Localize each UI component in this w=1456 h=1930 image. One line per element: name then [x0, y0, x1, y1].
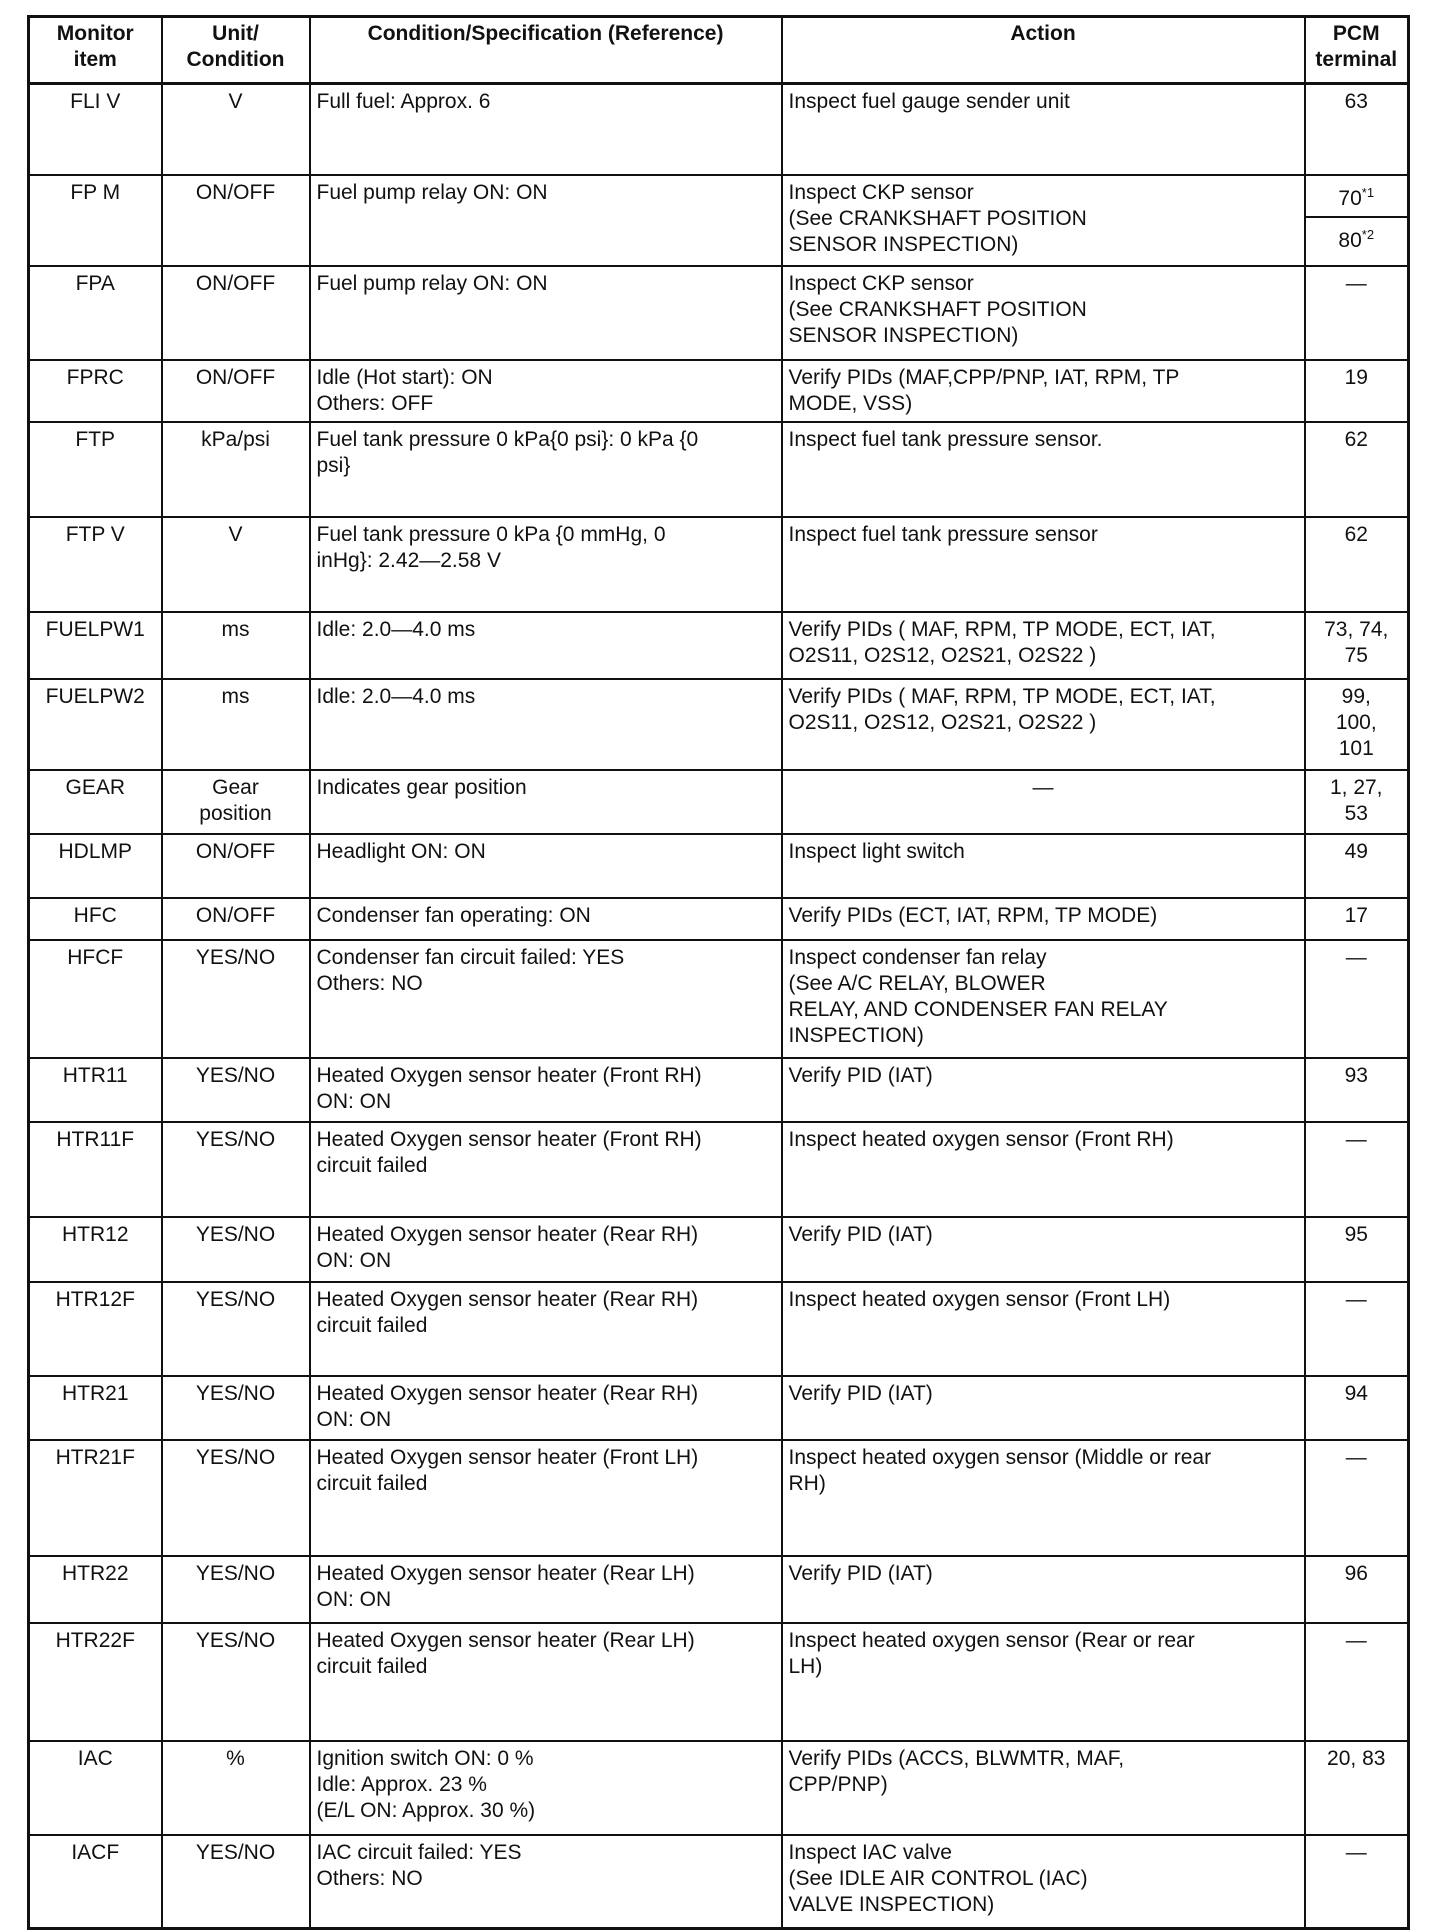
pcm-terminal-value: [1306, 518, 1408, 558]
table-row: [29, 1835, 1409, 1929]
action-cell: Inspect heated oxygen sensor (Front RH): [782, 1122, 1305, 1217]
pcm-terminal-number: 49: [1344, 839, 1368, 863]
condition-cell: Condenser fan circuit failed: YES Others: NO: [310, 940, 782, 1058]
pcm-terminal-cell: [1305, 1741, 1409, 1835]
pcm-terminal-number: 99, 100, 101: [1335, 684, 1377, 760]
table-row: [29, 1282, 1409, 1376]
monitor-item-cell: FPRC: [29, 360, 162, 422]
action-cell: Inspect CKP sensor (See CRANKSHAFT POSITION SENSOR INSPECTION): [782, 266, 1305, 360]
pcm-terminal-value: [1306, 1123, 1408, 1163]
action-cell: Inspect heated oxygen sensor (Rear or rear LH): [782, 1623, 1305, 1741]
table-row: [29, 1122, 1409, 1217]
table-row: [29, 1623, 1409, 1741]
pcm-terminal-cell: [1305, 612, 1409, 679]
monitor-item-cell: IACF: [29, 1835, 162, 1929]
action-cell: Verify PID (IAT): [782, 1217, 1305, 1282]
table-row: [29, 266, 1409, 360]
action-cell: Inspect fuel gauge sender unit: [782, 84, 1305, 175]
monitor-item-cell: FTP V: [29, 517, 162, 612]
pcm-terminal-value: [1306, 941, 1408, 981]
pcm-terminal-number: —: [1345, 1127, 1367, 1151]
table-row: [29, 1741, 1409, 1835]
condition-cell: Condenser fan operating: ON: [310, 898, 782, 940]
table-row: [29, 1376, 1409, 1440]
pcm-terminal-number: 94: [1344, 1381, 1368, 1405]
pcm-terminal-cell: [1305, 266, 1409, 360]
pcm-terminal-number: 62: [1344, 427, 1368, 451]
pcm-terminal-value: [1306, 1283, 1408, 1323]
table-row: [29, 612, 1409, 679]
pcm-terminal-number: 96: [1344, 1561, 1368, 1585]
pcm-terminal-cell: [1305, 1376, 1409, 1440]
pcm-terminal-cell: [1305, 1835, 1409, 1929]
pcm-terminal-number: 73, 74, 75: [1324, 617, 1389, 667]
header-condition: Condition/Specification (Reference): [310, 17, 782, 84]
monitor-item-cell: FLI V: [29, 84, 162, 175]
action-cell: Verify PIDs ( MAF, RPM, TP MODE, ECT, IAT, O2S11, O2S12, O2S21, O2S22 ): [782, 679, 1305, 770]
pcm-terminal-value: [1306, 1836, 1408, 1876]
pcm-terminal-cell: [1305, 175, 1409, 266]
pcm-terminal-cell: [1305, 1623, 1409, 1741]
action-cell: Inspect fuel tank pressure sensor.: [782, 422, 1305, 517]
pcm-terminal-cell: [1305, 517, 1409, 612]
table-row: [29, 360, 1409, 422]
unit-cell: ON/OFF: [162, 834, 310, 898]
table-row: [29, 84, 1409, 175]
pcm-footnote-mark: *1: [1361, 184, 1375, 200]
pcm-terminal-cell: [1305, 422, 1409, 517]
unit-cell: YES/NO: [162, 1122, 310, 1217]
condition-cell: IAC circuit failed: YES Others: NO: [310, 1835, 782, 1929]
monitor-item-cell: HTR11F: [29, 1122, 162, 1217]
table-row: [29, 940, 1409, 1058]
monitor-item-cell: HTR21F: [29, 1440, 162, 1556]
pcm-terminal-cell: [1305, 770, 1409, 834]
unit-cell: YES/NO: [162, 1623, 310, 1741]
monitor-item-cell: HTR12F: [29, 1282, 162, 1376]
pcm-terminal-cell: [1305, 679, 1409, 770]
action-cell: Inspect heated oxygen sensor (Front LH): [782, 1282, 1305, 1376]
unit-cell: YES/NO: [162, 1217, 310, 1282]
action-cell: Inspect light switch: [782, 834, 1305, 898]
table-row: [29, 175, 1409, 266]
pcm-terminal-cell: [1305, 1440, 1409, 1556]
unit-cell: YES/NO: [162, 1835, 310, 1929]
pcm-terminal-cell: [1305, 834, 1409, 898]
action-cell: Verify PID (IAT): [782, 1556, 1305, 1623]
action-cell: Verify PID (IAT): [782, 1058, 1305, 1122]
pcm-terminal-number: 62: [1344, 522, 1368, 546]
table-row: [29, 679, 1409, 770]
unit-cell: YES/NO: [162, 1440, 310, 1556]
unit-cell: ON/OFF: [162, 898, 310, 940]
pcm-terminal-value: [1306, 1218, 1408, 1258]
unit-cell: V: [162, 84, 310, 175]
table-row: [29, 1556, 1409, 1623]
monitor-item-cell: HTR11: [29, 1058, 162, 1122]
table-row: [29, 1440, 1409, 1556]
unit-cell: kPa/psi: [162, 422, 310, 517]
pcm-terminal-cell: [1305, 84, 1409, 175]
pcm-terminal-number: 20, 83: [1327, 1746, 1386, 1770]
monitor-item-cell: HTR22F: [29, 1623, 162, 1741]
pcm-terminal-number: —: [1345, 1287, 1367, 1311]
pcm-terminal-number: —: [1345, 1840, 1367, 1864]
pcm-terminal-value: [1306, 423, 1408, 463]
table-header-row: [29, 17, 1409, 84]
pcm-terminal-cell: [1305, 1122, 1409, 1217]
pcm-terminal-value: [1306, 613, 1408, 667]
pcm-terminal-number: 70: [1338, 186, 1362, 210]
monitor-item-cell: HTR22: [29, 1556, 162, 1623]
monitor-item-cell: HFC: [29, 898, 162, 940]
monitor-item-cell: FPA: [29, 266, 162, 360]
pcm-terminal-number: 63: [1344, 90, 1368, 113]
condition-cell: Ignition switch ON: 0 % Idle: Approx. 23 % (E/L ON: Approx. 30 %): [310, 1741, 782, 1835]
action-cell: Verify PIDs ( MAF, RPM, TP MODE, ECT, IAT, O2S11, O2S12, O2S21, O2S22 ): [782, 612, 1305, 679]
pcm-terminal-value: [1306, 216, 1408, 256]
condition-cell: Fuel tank pressure 0 kPa {0 mmHg, 0 inHg}: 2.42—2.58 V: [310, 517, 782, 612]
pcm-terminal-number: 80: [1338, 228, 1362, 252]
pcm-terminal-cell: [1305, 1217, 1409, 1282]
monitor-item-cell: FP M: [29, 175, 162, 266]
pcm-terminal-number: 17: [1344, 903, 1368, 927]
pcm-terminal-value: [1306, 1742, 1408, 1782]
action-cell: —: [782, 770, 1305, 834]
unit-cell: ON/OFF: [162, 266, 310, 360]
pcm-terminal-cell: [1305, 360, 1409, 422]
header-action: Action: [782, 17, 1305, 84]
condition-cell: Heated Oxygen sensor heater (Rear RH) ON: ON: [310, 1376, 782, 1440]
table-row: [29, 422, 1409, 517]
pcm-terminal-value: [1306, 267, 1408, 307]
monitor-item-cell: HDLMP: [29, 834, 162, 898]
monitor-item-cell: HTR12: [29, 1217, 162, 1282]
monitor-item-cell: FUELPW2: [29, 679, 162, 770]
table-row: [29, 770, 1409, 834]
pcm-terminal-number: 95: [1344, 1222, 1368, 1246]
header-unit: Unit/ Condition: [162, 17, 310, 84]
pcm-terminal-cell: [1305, 1282, 1409, 1376]
unit-cell: YES/NO: [162, 1282, 310, 1376]
monitor-item-cell: FTP: [29, 422, 162, 517]
pcm-terminal-number: —: [1345, 1445, 1367, 1469]
action-cell: Inspect IAC valve (See IDLE AIR CONTROL (IAC) VALVE INSPECTION): [782, 1835, 1305, 1929]
table-body: [29, 84, 1409, 1929]
unit-cell: YES/NO: [162, 1058, 310, 1122]
condition-cell: Full fuel: Approx. 6: [310, 84, 782, 175]
action-cell: Inspect fuel tank pressure sensor: [782, 517, 1305, 612]
pcm-terminal-value: [1306, 771, 1408, 825]
condition-cell: Idle: 2.0—4.0 ms: [310, 612, 782, 679]
unit-cell: YES/NO: [162, 940, 310, 1058]
action-cell: Verify PIDs (MAF,CPP/PNP, IAT, RPM, TP MODE, VSS): [782, 360, 1305, 422]
unit-cell: %: [162, 1741, 310, 1835]
condition-cell: Heated Oxygen sensor heater (Front RH) circuit failed: [310, 1122, 782, 1217]
table-row: [29, 517, 1409, 612]
action-cell: Inspect heated oxygen sensor (Middle or rear RH): [782, 1440, 1305, 1556]
condition-cell: Headlight ON: ON: [310, 834, 782, 898]
condition-cell: Fuel tank pressure 0 kPa{0 psi}: 0 kPa {0 psi}: [310, 422, 782, 517]
unit-cell: Gear position: [162, 770, 310, 834]
condition-cell: Indicates gear position: [310, 770, 782, 834]
pcm-terminal-number: 93: [1344, 1063, 1368, 1087]
monitor-item-cell: HFCF: [29, 940, 162, 1058]
pcm-terminal-number: —: [1345, 1628, 1367, 1652]
action-cell: Verify PIDs (ACCS, BLWMTR, MAF, CPP/PNP): [782, 1741, 1305, 1835]
table-row: [29, 1217, 1409, 1282]
monitor-item-cell: FUELPW1: [29, 612, 162, 679]
action-cell: Inspect CKP sensor (See CRANKSHAFT POSITION SENSOR INSPECTION): [782, 175, 1305, 266]
pcm-terminal-value: [1306, 1557, 1408, 1597]
pcm-terminal-number: 19: [1344, 365, 1368, 389]
unit-cell: YES/NO: [162, 1556, 310, 1623]
monitor-item-cell: HTR21: [29, 1376, 162, 1440]
monitor-item-table: [27, 15, 1410, 1930]
header-pcm-terminal: PCM terminal: [1305, 17, 1409, 84]
table-row: [29, 898, 1409, 940]
table-row: [29, 834, 1409, 898]
pcm-terminal-number: 1, 27, 53: [1329, 775, 1383, 825]
unit-cell: V: [162, 517, 310, 612]
condition-cell: Heated Oxygen sensor heater (Rear LH) ON: ON: [310, 1556, 782, 1623]
pcm-footnote-mark: *2: [1361, 226, 1375, 242]
condition-cell: Heated Oxygen sensor heater (Front LH) circuit failed: [310, 1440, 782, 1556]
pcm-terminal-value: [1306, 1377, 1408, 1417]
header-monitor-item: Monitor item: [29, 17, 162, 84]
condition-cell: Heated Oxygen sensor heater (Rear LH) circuit failed: [310, 1623, 782, 1741]
unit-cell: ms: [162, 679, 310, 770]
condition-cell: Idle (Hot start): ON Others: OFF: [310, 360, 782, 422]
unit-cell: ON/OFF: [162, 175, 310, 266]
pcm-terminal-value: [1306, 85, 1408, 125]
table-row: [29, 1058, 1409, 1122]
action-cell: Verify PID (IAT): [782, 1376, 1305, 1440]
action-cell: Inspect condenser fan relay (See A/C RELAY, BLOWER RELAY, AND CONDENSER FAN RELAY INSPECTION): [782, 940, 1305, 1058]
pcm-terminal-value: [1306, 361, 1408, 401]
condition-cell: Heated Oxygen sensor heater (Front RH) ON: ON: [310, 1058, 782, 1122]
pcm-terminal-value: [1306, 176, 1408, 216]
monitor-item-cell: GEAR: [29, 770, 162, 834]
pcm-terminal-value: [1306, 1059, 1408, 1099]
pcm-terminal-number: —: [1345, 945, 1367, 969]
pcm-terminal-cell: [1305, 940, 1409, 1058]
pcm-terminal-value: [1306, 899, 1408, 939]
pcm-terminal-value: [1306, 1624, 1408, 1664]
pcm-terminal-value: [1306, 835, 1408, 875]
pcm-terminal-cell: [1305, 1556, 1409, 1623]
unit-cell: ms: [162, 612, 310, 679]
action-cell: Verify PIDs (ECT, IAT, RPM, TP MODE): [782, 898, 1305, 940]
condition-cell: Fuel pump relay ON: ON: [310, 266, 782, 360]
condition-cell: Heated Oxygen sensor heater (Rear RH) ON: ON: [310, 1217, 782, 1282]
pcm-terminal-value: [1306, 1441, 1408, 1481]
monitor-item-cell: IAC: [29, 1741, 162, 1835]
condition-cell: Fuel pump relay ON: ON: [310, 175, 782, 266]
condition-cell: Idle: 2.0—4.0 ms: [310, 679, 782, 770]
unit-cell: YES/NO: [162, 1376, 310, 1440]
pcm-terminal-cell: [1305, 898, 1409, 940]
pcm-terminal-cell: [1305, 1058, 1409, 1122]
pcm-terminal-number: —: [1345, 271, 1367, 295]
unit-cell: ON/OFF: [162, 360, 310, 422]
pcm-terminal-value: [1306, 680, 1408, 760]
condition-cell: Heated Oxygen sensor heater (Rear RH) circuit failed: [310, 1282, 782, 1376]
